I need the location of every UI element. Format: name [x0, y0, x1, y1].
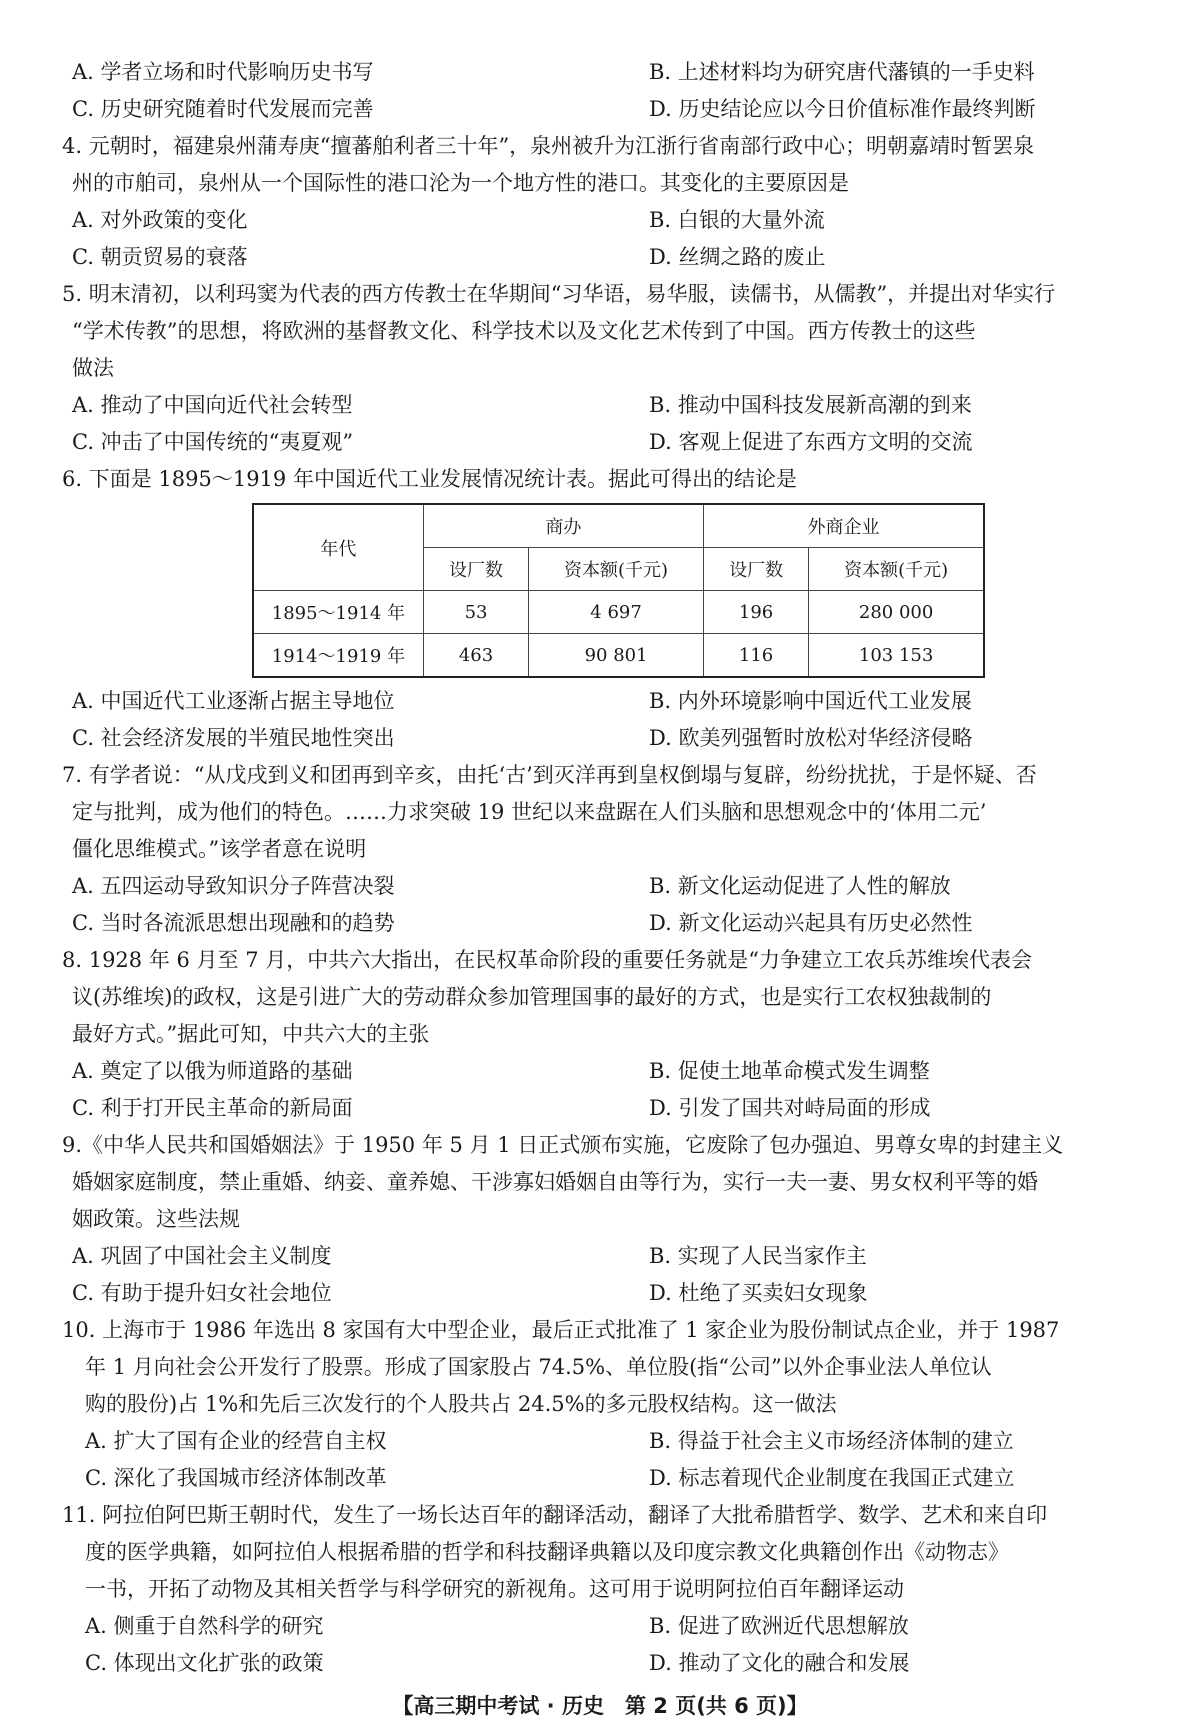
q10-option-d: D. 标志着现代企业制度在我国正式建立	[649, 1466, 1015, 1490]
q8-option-a: A. 奠定了以俄为师道路的基础	[72, 1059, 353, 1083]
table-row	[253, 591, 984, 634]
q7-option-d: D. 新文化运动兴起具有历史必然性	[649, 911, 973, 935]
q10-stem-line2: 年 1 月向社会公开发行了股票。形成了国家股占 74.5%、单位股(指“公司”以外企事业法人单位认	[85, 1355, 992, 1379]
table-cell: 196	[703, 591, 808, 634]
q10-stem-line1: 10. 上海市于 1986 年选出 8 家国有大中型企业，最后正式批准了 1 家企业为股份制试点企业，并于 1987	[62, 1318, 1060, 1342]
q7-stem-line3: 僵化思维模式。”该学者意在说明	[72, 837, 367, 861]
q8-option-c: C. 利于打开民主革命的新局面	[72, 1096, 353, 1120]
table-cell: 1895～1914 年	[253, 591, 423, 634]
q5-option-c: C. 冲击了中国传统的“夷夏观”	[72, 430, 354, 454]
q10-option-b: B. 得益于社会主义市场经济体制的建立	[649, 1429, 1014, 1453]
q11-stem-line1: 11. 阿拉伯阿巴斯王朝时代，发生了一场长达百年的翻译活动，翻译了大批希腊哲学、数学、艺术和来自印	[62, 1503, 1048, 1527]
q5-option-b: B. 推动中国科技发展新高潮的到来	[649, 393, 972, 417]
q9-stem-line2: 婚姻家庭制度，禁止重婚、纳妾、童养媳、干涉寡妇婚姻自由等行为，实行一夫一妻、男女权利平等的婚	[72, 1170, 1038, 1194]
q8-stem-line3: 最好方式。”据此可知，中共六大的主张	[72, 1022, 430, 1046]
table-subheader-factories: 设厂数	[423, 548, 528, 591]
table-header-era: 年代	[253, 504, 423, 591]
table-cell: 4 697	[529, 591, 704, 634]
q9-stem-line3: 姻政策。这些法规	[72, 1207, 240, 1231]
q4-stem-line2: 州的市舶司，泉州从一个国际性的港口沦为一个地方性的港口。其变化的主要原因是	[72, 171, 849, 195]
q7-option-a: A. 五四运动导致知识分子阵营决裂	[72, 874, 395, 898]
q5-stem-line1: 5. 明末清初，以利玛窦为代表的西方传教士在华期间“习华语，易华服，读儒书，从儒教”，并提出对华实行	[62, 282, 1056, 306]
q7-stem-line2: 定与批判，成为他们的特色。……力求突破 19 世纪以来盘踞在人们头脑和思想观念中的‘体用二元’	[72, 800, 987, 824]
table-cell: 280 000	[809, 591, 984, 634]
q9-option-c: C. 有助于提升妇女社会地位	[72, 1281, 332, 1305]
table-cell: 116	[703, 634, 808, 678]
q5-option-a: A. 推动了中国向近代社会转型	[72, 393, 353, 417]
q9-stem-line1: 9.《中华人民共和国婚姻法》于 1950 年 5 月 1 日正式颁布实施，它废除了包办强迫、男尊女卑的封建主义	[62, 1133, 1064, 1157]
q11-option-c: C. 体现出文化扩张的政策	[85, 1651, 324, 1675]
q8-option-d: D. 引发了国共对峙局面的形成	[649, 1096, 931, 1120]
q3-option-d: D. 历史结论应以今日价值标准作最终判断	[649, 97, 1036, 121]
q6-option-b: B. 内外环境影响中国近代工业发展	[649, 689, 972, 713]
table-subheader-factories: 设厂数	[703, 548, 808, 591]
table-cell: 103 153	[809, 634, 984, 678]
q6-option-d: D. 欧美列强暂时放松对华经济侵略	[649, 726, 973, 750]
table-cell: 1914～1919 年	[253, 634, 423, 678]
table-cell: 53	[423, 591, 528, 634]
q5-stem-line3: 做法	[72, 356, 114, 380]
q4-option-d: D. 丝绸之路的废止	[649, 245, 826, 269]
table-row	[253, 634, 984, 678]
table-subheader-capital: 资本额(千元)	[809, 548, 984, 591]
q11-option-a: A. 侧重于自然科学的研究	[85, 1614, 324, 1638]
page-footer: 【高三期中考试 · 历史 第 2 页(共 6 页)】	[392, 1694, 808, 1718]
q8-stem-line2: 议(苏维埃)的政权，这是引进广大的劳动群众参加管理国事的最好的方式，也是实行工农权独裁制的	[72, 985, 992, 1009]
q9-option-b: B. 实现了人民当家作主	[649, 1244, 867, 1268]
q11-option-b: B. 促进了欧洲近代思想解放	[649, 1614, 909, 1638]
q10-option-c: C. 深化了我国城市经济体制改革	[85, 1466, 387, 1490]
q9-option-a: A. 巩固了中国社会主义制度	[72, 1244, 332, 1268]
q6-option-c: C. 社会经济发展的半殖民地性突出	[72, 726, 395, 750]
q4-stem-line1: 4. 元朝时，福建泉州蒲寿庚“擅蕃舶利者三十年”，泉州被升为江浙行省南部行政中心；明朝嘉靖时暂罢泉	[62, 134, 1035, 158]
table-cell: 463	[423, 634, 528, 678]
q5-stem-line2: “学术传教”的思想，将欧洲的基督教文化、科学技术以及文化艺术传到了中国。西方传教士的这些	[72, 319, 976, 343]
q8-option-b: B. 促使土地革命模式发生调整	[649, 1059, 930, 1083]
q11-stem-line2: 度的医学典籍，如阿拉伯人根据希腊的哲学和科技翻译典籍以及印度宗教文化典籍创作出《动物志》	[85, 1540, 1009, 1564]
industry-stats-table	[252, 503, 985, 678]
q6-stem-line1: 6. 下面是 1895～1919 年中国近代工业发展情况统计表。据此可得出的结论是	[62, 467, 797, 491]
q7-stem-line1: 7. 有学者说：“从戊戌到义和团再到辛亥，由托‘古’到灭洋再到皇权倒塌与复辟，纷纷扰扰，于是怀疑、否	[62, 763, 1037, 787]
q3-option-b: B. 上述材料均为研究唐代藩镇的一手史料	[649, 60, 1035, 84]
q8-stem-line1: 8. 1928 年 6 月至 7 月，中共六大指出，在民权革命阶段的重要任务就是“力争建立工农兵苏维埃代表会	[62, 948, 1032, 972]
q4-option-c: C. 朝贡贸易的衰落	[72, 245, 248, 269]
q4-option-b: B. 白银的大量外流	[649, 208, 825, 232]
table-header-private: 商办	[423, 504, 703, 548]
table-subheader-capital: 资本额(千元)	[529, 548, 704, 591]
q7-option-b: B. 新文化运动促进了人性的解放	[649, 874, 951, 898]
q10-stem-line3: 购的股份)占 1%和先后三次发行的个人股共占 24.5%的多元股权结构。这一做法	[85, 1392, 837, 1416]
q3-option-c: C. 历史研究随着时代发展而完善	[72, 97, 374, 121]
q6-option-a: A. 中国近代工业逐渐占据主导地位	[72, 689, 395, 713]
table-cell: 90 801	[529, 634, 704, 678]
q11-option-d: D. 推动了文化的融合和发展	[649, 1651, 910, 1675]
q3-option-a: A. 学者立场和时代影响历史书写	[72, 60, 374, 84]
q4-option-a: A. 对外政策的变化	[72, 208, 248, 232]
q10-option-a: A. 扩大了国有企业的经营自主权	[85, 1429, 387, 1453]
q11-stem-line3: 一书，开拓了动物及其相关哲学与科学研究的新视角。这可用于说明阿拉伯百年翻译运动	[85, 1577, 904, 1601]
q7-option-c: C. 当时各流派思想出现融和的趋势	[72, 911, 395, 935]
q5-option-d: D. 客观上促进了东西方文明的交流	[649, 430, 973, 454]
table-header-foreign: 外商企业	[703, 504, 984, 548]
q9-option-d: D. 杜绝了买卖妇女现象	[649, 1281, 868, 1305]
